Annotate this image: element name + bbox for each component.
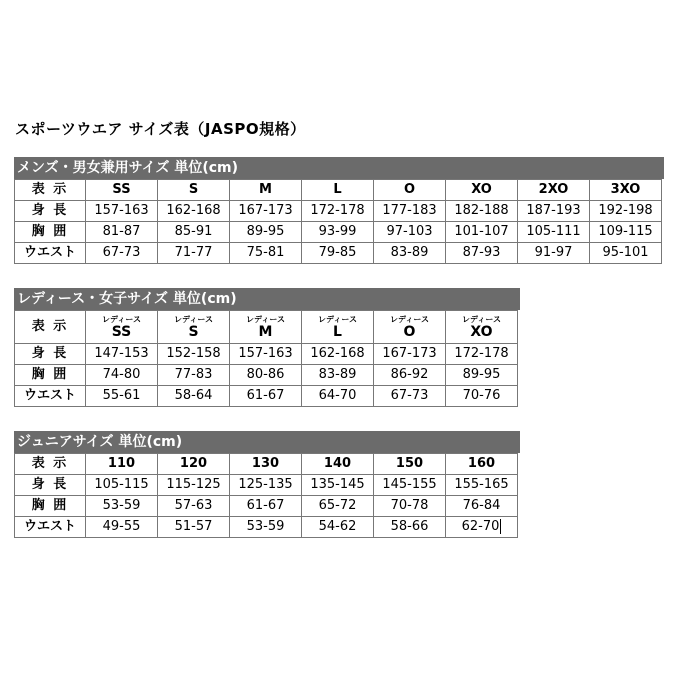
table-row bbox=[15, 365, 518, 386]
table-cell: 79-85 bbox=[302, 243, 374, 264]
table-cell: 86-92 bbox=[374, 365, 446, 386]
row-label: 胸 囲 bbox=[15, 365, 86, 386]
junior-size-table bbox=[14, 453, 518, 538]
ladies-prefix: レディース bbox=[318, 315, 357, 324]
size-label: SS bbox=[111, 324, 132, 340]
table-header-row bbox=[15, 454, 518, 475]
table-cell: 74-80 bbox=[86, 365, 158, 386]
table-cell: 54-62 bbox=[302, 517, 374, 538]
size-column-header: O bbox=[374, 180, 446, 201]
size-column-header: XO bbox=[446, 180, 518, 201]
size-label: L bbox=[333, 324, 342, 340]
table-cell: 67-73 bbox=[86, 243, 158, 264]
table-cell: 85-91 bbox=[158, 222, 230, 243]
row-label: 表 示 bbox=[15, 454, 86, 475]
table-cell: 70-76 bbox=[446, 386, 518, 407]
table-cell: 89-95 bbox=[446, 365, 518, 386]
size-column-header bbox=[230, 311, 302, 344]
table-row bbox=[15, 201, 662, 222]
table-cell: 162-168 bbox=[158, 201, 230, 222]
table-cell: 58-64 bbox=[158, 386, 230, 407]
table-cell: 76-84 bbox=[446, 496, 518, 517]
table-cell: 61-67 bbox=[230, 496, 302, 517]
table-cell: 172-178 bbox=[446, 344, 518, 365]
table-cell: 89-95 bbox=[230, 222, 302, 243]
table-cell: 187-193 bbox=[518, 201, 590, 222]
page-title: スポーツウエア サイズ表（JASPO規格） bbox=[15, 120, 306, 138]
table-cell: 177-183 bbox=[374, 201, 446, 222]
table-cell: 61-67 bbox=[230, 386, 302, 407]
table-cell: 70-78 bbox=[374, 496, 446, 517]
table-cell: 167-173 bbox=[374, 344, 446, 365]
table-cell: 55-61 bbox=[86, 386, 158, 407]
size-column-header: 110 bbox=[86, 454, 158, 475]
row-label: 身 長 bbox=[15, 201, 86, 222]
row-label: 胸 囲 bbox=[15, 222, 86, 243]
table-cell: 152-158 bbox=[158, 344, 230, 365]
table-cell: 109-115 bbox=[590, 222, 662, 243]
row-label: 胸 囲 bbox=[15, 496, 86, 517]
table-cell: 162-168 bbox=[302, 344, 374, 365]
table-header-row bbox=[15, 311, 518, 344]
ladies-prefix: レディース bbox=[462, 315, 501, 324]
row-label: ウエスト bbox=[15, 517, 86, 538]
table-cell: 182-188 bbox=[446, 201, 518, 222]
size-label: XO bbox=[470, 324, 493, 340]
size-column-header: 150 bbox=[374, 454, 446, 475]
ladies-prefix: レディース bbox=[246, 315, 285, 324]
table-cell: 87-93 bbox=[446, 243, 518, 264]
table-cell: 125-135 bbox=[230, 475, 302, 496]
size-column-header: SS bbox=[86, 180, 158, 201]
size-column-header: 3XO bbox=[590, 180, 662, 201]
ladies-prefix: レディース bbox=[390, 315, 429, 324]
table-cell: 172-178 bbox=[302, 201, 374, 222]
table-cell: 49-55 bbox=[86, 517, 158, 538]
table-row bbox=[15, 222, 662, 243]
mens-section-header: メンズ・男女兼用サイズ 単位(cm) bbox=[14, 157, 664, 179]
table-cell: 91-97 bbox=[518, 243, 590, 264]
table-cell: 101-107 bbox=[446, 222, 518, 243]
table-cell: 135-145 bbox=[302, 475, 374, 496]
size-column-header bbox=[374, 311, 446, 344]
table-cell: 58-66 bbox=[374, 517, 446, 538]
size-column-header bbox=[302, 311, 374, 344]
table-cell: 77-83 bbox=[158, 365, 230, 386]
table-cell: 105-115 bbox=[86, 475, 158, 496]
table-cell: 97-103 bbox=[374, 222, 446, 243]
table-cell: 145-155 bbox=[374, 475, 446, 496]
table-cell: 157-163 bbox=[86, 201, 158, 222]
table-row bbox=[15, 475, 518, 496]
table-row bbox=[15, 243, 662, 264]
text-cursor bbox=[500, 519, 501, 534]
row-label: 表 示 bbox=[15, 180, 86, 201]
table-cell: 95-101 bbox=[590, 243, 662, 264]
table-header-row bbox=[15, 180, 662, 201]
table-cell: 105-111 bbox=[518, 222, 590, 243]
size-column-header bbox=[86, 311, 158, 344]
size-column-header bbox=[158, 311, 230, 344]
size-column-header: 120 bbox=[158, 454, 230, 475]
table-cell: 57-63 bbox=[158, 496, 230, 517]
table-cell bbox=[446, 517, 518, 538]
table-cell: 157-163 bbox=[230, 344, 302, 365]
size-column-header: S bbox=[158, 180, 230, 201]
table-cell: 53-59 bbox=[230, 517, 302, 538]
mens-size-section bbox=[14, 157, 664, 264]
table-cell: 67-73 bbox=[374, 386, 446, 407]
table-row bbox=[15, 496, 518, 517]
size-column-header: 160 bbox=[446, 454, 518, 475]
table-cell: 80-86 bbox=[230, 365, 302, 386]
size-label: S bbox=[188, 324, 199, 340]
row-label: ウエスト bbox=[15, 243, 86, 264]
size-column-header bbox=[446, 311, 518, 344]
mens-size-table bbox=[14, 179, 662, 264]
table-row bbox=[15, 517, 518, 538]
table-cell: 83-89 bbox=[374, 243, 446, 264]
ladies-size-table bbox=[14, 310, 518, 407]
size-column-header: 130 bbox=[230, 454, 302, 475]
size-column-header: 140 bbox=[302, 454, 374, 475]
table-cell: 71-77 bbox=[158, 243, 230, 264]
row-label: 身 長 bbox=[15, 344, 86, 365]
size-label: O bbox=[403, 324, 416, 340]
table-row bbox=[15, 344, 518, 365]
size-column-header: 2XO bbox=[518, 180, 590, 201]
table-cell-text: 62-70 bbox=[461, 519, 500, 534]
table-cell: 155-165 bbox=[446, 475, 518, 496]
size-label: M bbox=[258, 324, 273, 340]
junior-section-header: ジュニアサイズ 単位(cm) bbox=[14, 431, 520, 453]
table-cell: 75-81 bbox=[230, 243, 302, 264]
table-cell: 93-99 bbox=[302, 222, 374, 243]
table-cell: 192-198 bbox=[590, 201, 662, 222]
table-cell: 83-89 bbox=[302, 365, 374, 386]
ladies-section-header: レディース・女子サイズ 単位(cm) bbox=[14, 288, 520, 310]
ladies-prefix: レディース bbox=[102, 315, 141, 324]
ladies-size-section bbox=[14, 288, 520, 407]
ladies-prefix: レディース bbox=[174, 315, 213, 324]
junior-size-section bbox=[14, 431, 520, 538]
table-cell: 53-59 bbox=[86, 496, 158, 517]
size-column-header: M bbox=[230, 180, 302, 201]
row-label: 身 長 bbox=[15, 475, 86, 496]
size-column-header: L bbox=[302, 180, 374, 201]
row-label: ウエスト bbox=[15, 386, 86, 407]
table-cell: 64-70 bbox=[302, 386, 374, 407]
table-row bbox=[15, 386, 518, 407]
table-cell: 167-173 bbox=[230, 201, 302, 222]
row-label: 表 示 bbox=[15, 311, 86, 344]
table-cell: 65-72 bbox=[302, 496, 374, 517]
table-cell: 115-125 bbox=[158, 475, 230, 496]
table-cell: 51-57 bbox=[158, 517, 230, 538]
table-cell: 147-153 bbox=[86, 344, 158, 365]
table-cell: 81-87 bbox=[86, 222, 158, 243]
